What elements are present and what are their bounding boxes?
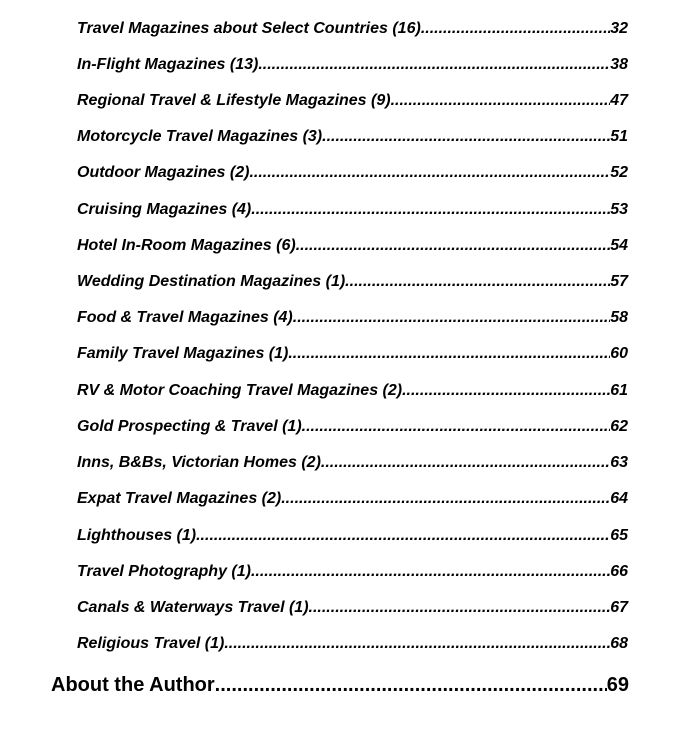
toc-entry-page-number: 53 — [610, 201, 628, 218]
toc-entry-page-number: 63 — [610, 454, 628, 471]
toc-entry-title: Expat Travel Magazines (2) — [77, 490, 282, 507]
toc-entry-inns-bbs-victorian[interactable] — [77, 453, 628, 473]
dot-leader — [196, 526, 610, 546]
toc-entry-about-the-author[interactable] — [51, 673, 629, 697]
toc-entry-title: RV & Motor Coaching Travel Magazines (2) — [77, 382, 403, 399]
toc-entry-page-number: 60 — [610, 345, 628, 362]
toc-entry-page-number: 58 — [610, 309, 628, 326]
toc-entry-title: Regional Travel & Lifestyle Magazines (9) — [77, 92, 391, 109]
dot-leader — [309, 598, 611, 618]
toc-entry-family-travel[interactable] — [77, 344, 628, 364]
dot-leader — [251, 562, 610, 582]
toc-entry-expat-travel[interactable] — [77, 489, 628, 509]
toc-entry-title: About the Author — [51, 674, 215, 696]
toc-entry-page-number: 51 — [610, 128, 628, 145]
toc-entry-page-number: 38 — [610, 56, 628, 73]
toc-entry-page-number: 67 — [610, 599, 628, 616]
toc-entry-rv-motor-coaching[interactable] — [77, 381, 628, 401]
toc-entry-page-number: 57 — [610, 273, 628, 290]
dot-leader — [215, 673, 607, 697]
toc-entry-lighthouses[interactable] — [77, 526, 628, 546]
toc-entry-page-number: 64 — [610, 490, 628, 507]
toc-entry-title: In-Flight Magazines (13) — [77, 56, 259, 73]
dot-leader — [249, 163, 610, 183]
toc-entry-title: Cruising Magazines (4) — [77, 201, 252, 218]
toc-entry-page-number: 54 — [610, 237, 628, 254]
dot-leader — [296, 236, 611, 256]
toc-entry-outdoor-magazines[interactable] — [77, 163, 628, 183]
toc-entry-title: Travel Photography (1) — [77, 563, 251, 580]
dot-leader — [391, 91, 611, 111]
toc-entry-title: Lighthouses (1) — [77, 527, 197, 544]
dot-leader — [302, 417, 611, 437]
toc-entry-page-number: 62 — [610, 418, 628, 435]
toc-entry-page-number: 61 — [610, 382, 628, 399]
toc-entry-in-flight-magazines[interactable] — [77, 55, 628, 75]
dot-leader — [322, 127, 610, 147]
toc-entry-religious-travel[interactable] — [77, 634, 628, 654]
toc-entry-cruising-magazines[interactable] — [77, 200, 628, 220]
toc-entry-title: Family Travel Magazines (1) — [77, 345, 289, 362]
toc-entry-page-number: 66 — [610, 563, 628, 580]
toc-entry-title: Hotel In-Room Magazines (6) — [77, 237, 296, 254]
toc-entry-title: Inns, B&Bs, Victorian Homes (2) — [77, 454, 321, 471]
toc-entry-travel-photography[interactable] — [77, 562, 628, 582]
toc-entry-title: Outdoor Magazines (2) — [77, 164, 250, 181]
toc-entry-page-number: 32 — [610, 20, 628, 37]
toc-entry-title: Canals & Waterways Travel (1) — [77, 599, 309, 616]
toc-entry-motorcycle-travel[interactable] — [77, 127, 628, 147]
dot-leader — [402, 381, 610, 401]
toc-entry-page-number: 68 — [610, 635, 628, 652]
toc-entry-wedding-destination[interactable] — [77, 272, 628, 292]
toc-entry-canals-waterways[interactable] — [77, 598, 628, 618]
toc-entry-hotel-in-room[interactable] — [77, 236, 628, 256]
dot-leader — [421, 19, 610, 39]
toc-entry-title: Religious Travel (1) — [77, 635, 225, 652]
toc-entry-title: Travel Magazines about Select Countries (16) — [77, 20, 421, 37]
dot-leader — [251, 200, 610, 220]
toc-entry-gold-prospecting[interactable] — [77, 417, 628, 437]
toc-entry-page-number: 47 — [610, 92, 628, 109]
toc-entry-travel-magazines-select-countries[interactable] — [77, 19, 628, 39]
toc-entry-page-number: 65 — [610, 527, 628, 544]
toc-entry-food-travel[interactable] — [77, 308, 628, 328]
dot-leader — [258, 55, 610, 75]
toc-entry-title: Gold Prospecting & Travel (1) — [77, 418, 302, 435]
dot-leader — [281, 489, 610, 509]
toc-entry-regional-travel-lifestyle[interactable] — [77, 91, 628, 111]
toc-entry-page-number: 52 — [610, 164, 628, 181]
dot-leader — [345, 272, 610, 292]
toc-entry-page-number: 69 — [606, 674, 629, 696]
dot-leader — [224, 634, 610, 654]
toc-entry-title: Wedding Destination Magazines (1) — [77, 273, 346, 290]
dot-leader — [293, 308, 610, 328]
dot-leader — [288, 344, 610, 364]
toc-entry-title: Food & Travel Magazines (4) — [77, 309, 293, 326]
dot-leader — [321, 453, 610, 473]
toc-entry-title: Motorcycle Travel Magazines (3) — [77, 128, 323, 145]
